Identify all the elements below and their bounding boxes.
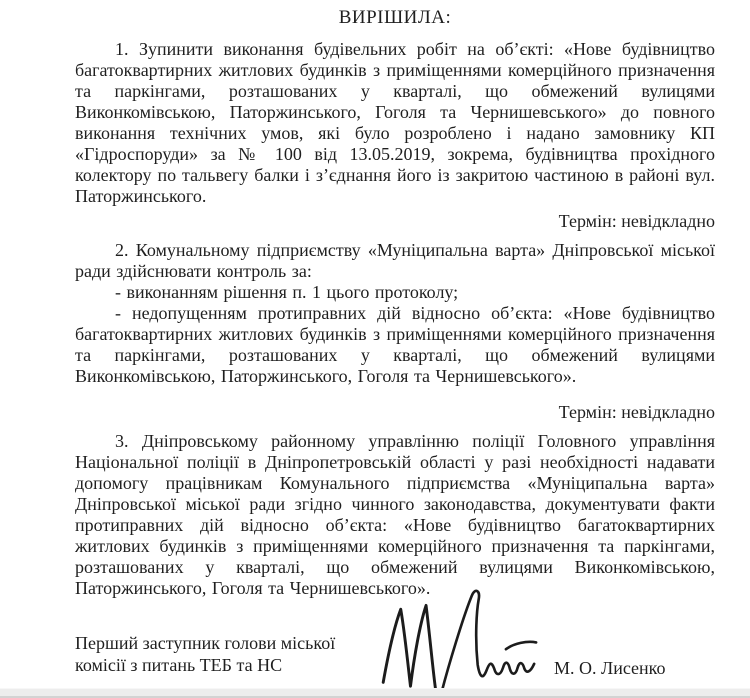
deadline-note-2: Термін: невідкладно xyxy=(558,402,715,422)
signatory-name: М. О. Лисенко xyxy=(554,658,666,678)
paragraph-2-intro: 2. Комунальному підприємству «Муніципальна варта» Дніпровської міської ради здійснювати контроль за: xyxy=(75,240,715,281)
signatory-position: Перший заступник голови міської комісії з питань ТЕБ та НС xyxy=(75,633,336,675)
page-bottom-edge xyxy=(0,688,750,698)
deadline-note-1: Термін: невідкладно xyxy=(558,211,715,231)
paragraph-2-item-2: - недопущенням протиправних дій відносно об’єкта: «Нове будівництво багатоквартирних житлових будинків з приміщеннями комерційного призначення та паркінгами, розташованих у кварталі, що обмежений вулицями Виконкомівською, Паторжинського, Гоголя та Чернишевського». xyxy=(75,303,715,386)
paragraph-2-item-1: - виконанням рішення п. 1 цього протоколу; xyxy=(115,282,459,302)
signature-autograph-icon xyxy=(378,583,553,695)
resolution-heading: ВИРІШИЛА: xyxy=(338,7,452,28)
paragraph-3: 3. Дніпровському районному управлінню поліції Головного управління Національної поліції в Дніпропетровській області у разі необхідності надавати допомогу працівникам Комунального підприємства «Муніципальна варта» Дніпровської міської ради згідно чинного законодавства, документувати факти протиправних дій відносно об’єкта: «Нове будівництво багатоквартирних житлових будинків з приміщеннями комерційного призначення та паркінгами, розташованих у кварталі, що обмежений вулицями Виконкомівською, Паторжинського, Гоголя та Чернишевського». xyxy=(75,431,715,598)
paragraph-1: 1. Зупинити виконання будівельних робіт на об’єкті: «Нове будівництво багатоквартирних житлових будинків з приміщеннями комерційного призначення та паркінгами, розташованих у кварталі, що обмежений вулицями Виконкомівською, Паторжинського, Гоголя та Чернишевського» до повного виконання технічних умов, які було розроблено і надано замовнику КП «Гідроспоруди» за № 100 від 13.05.2019, зокрема, будівництва прохідного колектору по тальвегу балки і з’єднання його із закритою частиною в районі вул. Паторжинського. xyxy=(75,39,715,206)
